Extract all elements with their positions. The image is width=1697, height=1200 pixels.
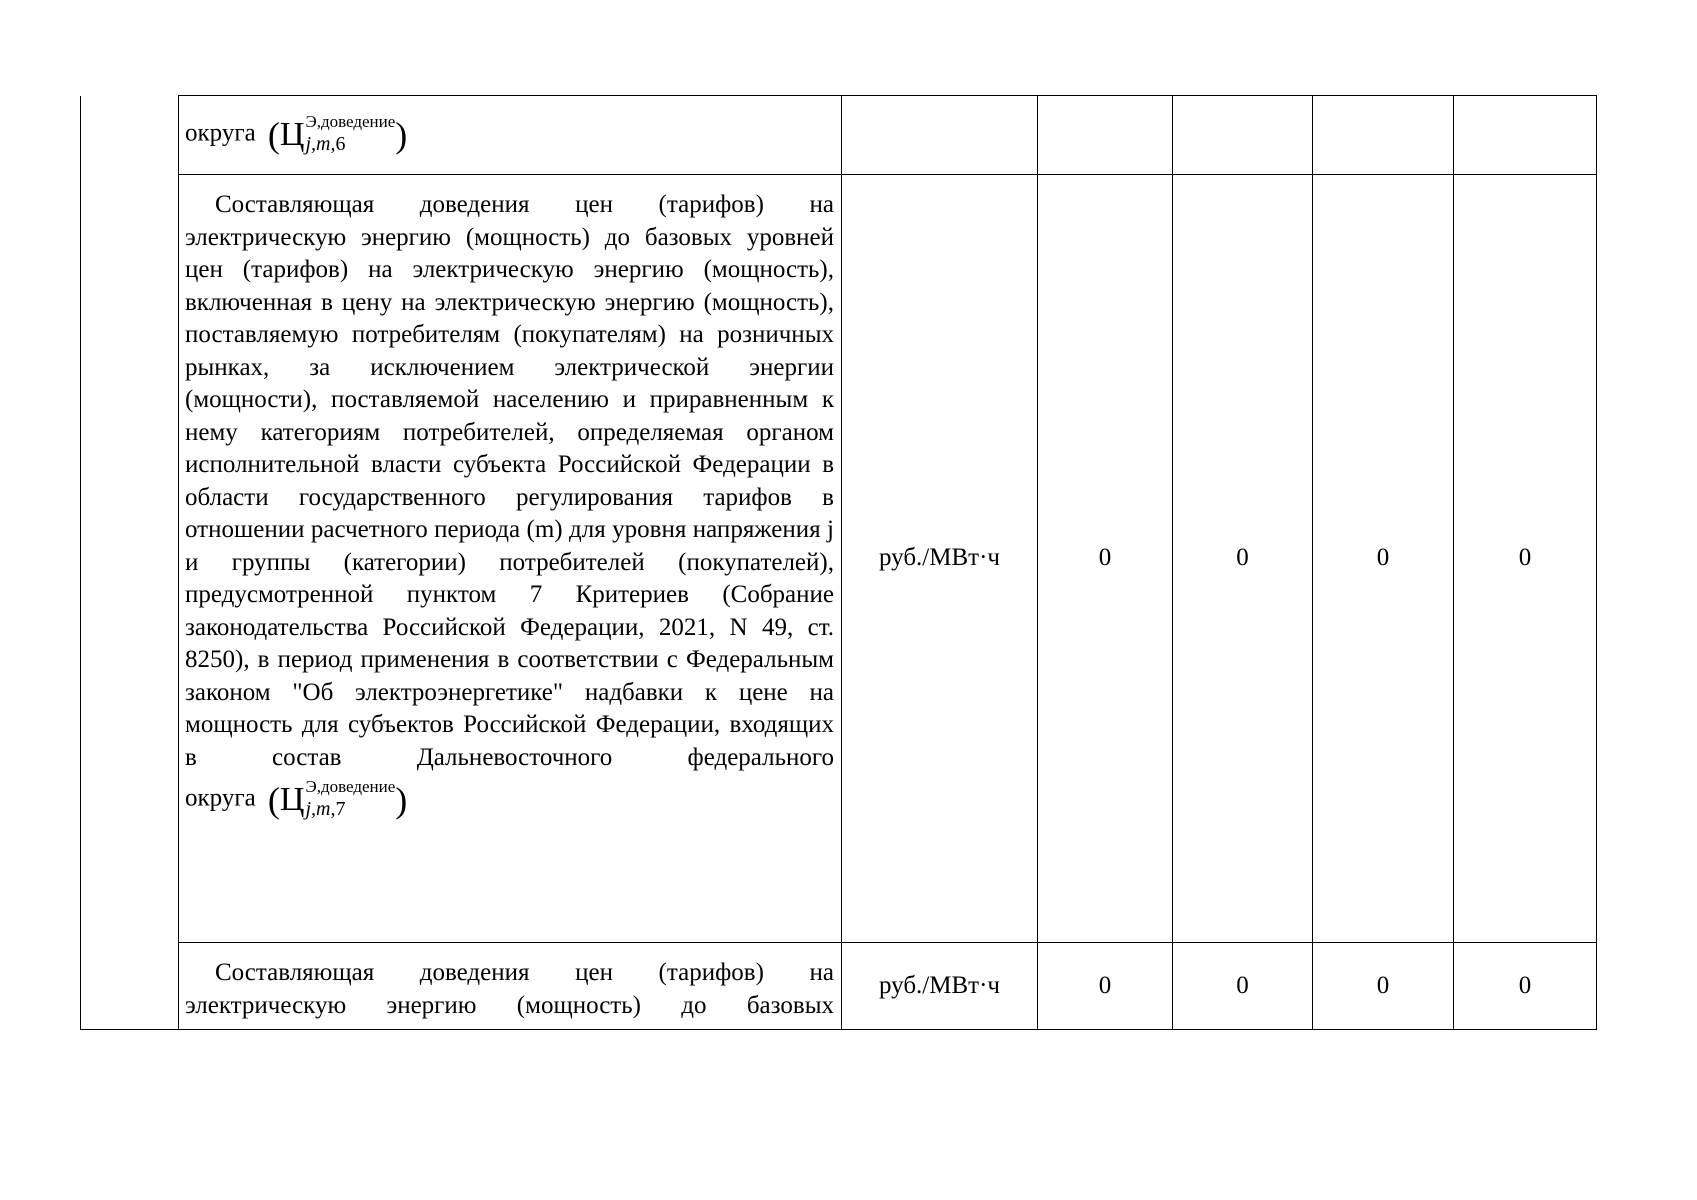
table-row xyxy=(81,96,1597,175)
value-cell: 0 xyxy=(1313,943,1454,1030)
formula-superscript: Э,доведение xyxy=(305,112,396,131)
unit-cell: руб./МВт·ч xyxy=(842,943,1038,1030)
value-cell: 0 xyxy=(1454,943,1597,1030)
description-tail: округа xyxy=(185,784,256,812)
unit-cell xyxy=(842,96,1038,175)
description-tail: округа xyxy=(185,119,256,147)
value-cell: 0 xyxy=(1454,175,1597,943)
description-text: Составляющая доведения цен (тарифов) на электрическую энергию (мощность) до базовых уровней цен (тарифов) на электрическую энергию (мощность), включенная в цену на электрическую энергию (мощность), поставляемую потребителям (покупателям) на розничных рынках, за исключением электрической энергии (мощности), поставляемой населению и приравненным к нему категориям потребителей, определяемая органом исполнительной власти субъекта Российской Федерации в области государственного регулирования тарифов в отношении расчетного периода (m) для уровня напряжения j и группы (категории) потребителей (покупателей), предусмотренной пунктом 7 Критериев (Собрание законодательства Российской Федерации, 2021, N 49, ст. 8250), в период применения в соответствии с Федеральным законом "Об электроэнергетике" надбавки к цене на мощность для субъектов Российской Федерации, входящих в состав Дальневосточного федерального xyxy=(185,191,834,771)
row-group-cell xyxy=(81,96,179,1030)
value-cell xyxy=(1454,96,1597,175)
formula-base: Ц xyxy=(279,780,305,818)
value-cell: 0 xyxy=(1173,943,1313,1030)
table-row xyxy=(81,175,1597,943)
value-cell: 0 xyxy=(1038,175,1173,943)
value-cell: 0 xyxy=(1173,175,1313,943)
value-cell xyxy=(1313,96,1454,175)
formula-superscript: Э,доведение xyxy=(305,777,396,796)
value-cell: 0 xyxy=(1313,175,1454,943)
description-cell xyxy=(179,96,842,175)
formula-subscript: j,m, xyxy=(305,798,336,820)
value-cell xyxy=(1038,96,1173,175)
formula-subscript-index: 7 xyxy=(335,798,346,820)
table-row xyxy=(81,943,1597,1030)
unit-cell: руб./МВт·ч xyxy=(842,175,1038,943)
formula-subscript-index: 6 xyxy=(335,133,346,155)
description-cell xyxy=(179,175,842,943)
description-cell xyxy=(179,943,842,1030)
tariff-table xyxy=(80,95,1597,1030)
price-formula: (Ц Э,доведение j,m,6 ) xyxy=(267,112,408,155)
description-text: Составляющая доведения цен (тарифов) на электрическую энергию (мощность) до базовых xyxy=(185,959,834,1019)
price-formula: (Ц Э,доведение j,m,7 ) xyxy=(267,777,408,820)
formula-subscript: j,m, xyxy=(305,133,336,155)
value-cell xyxy=(1173,96,1313,175)
formula-base: Ц xyxy=(279,115,305,153)
value-cell: 0 xyxy=(1038,943,1173,1030)
